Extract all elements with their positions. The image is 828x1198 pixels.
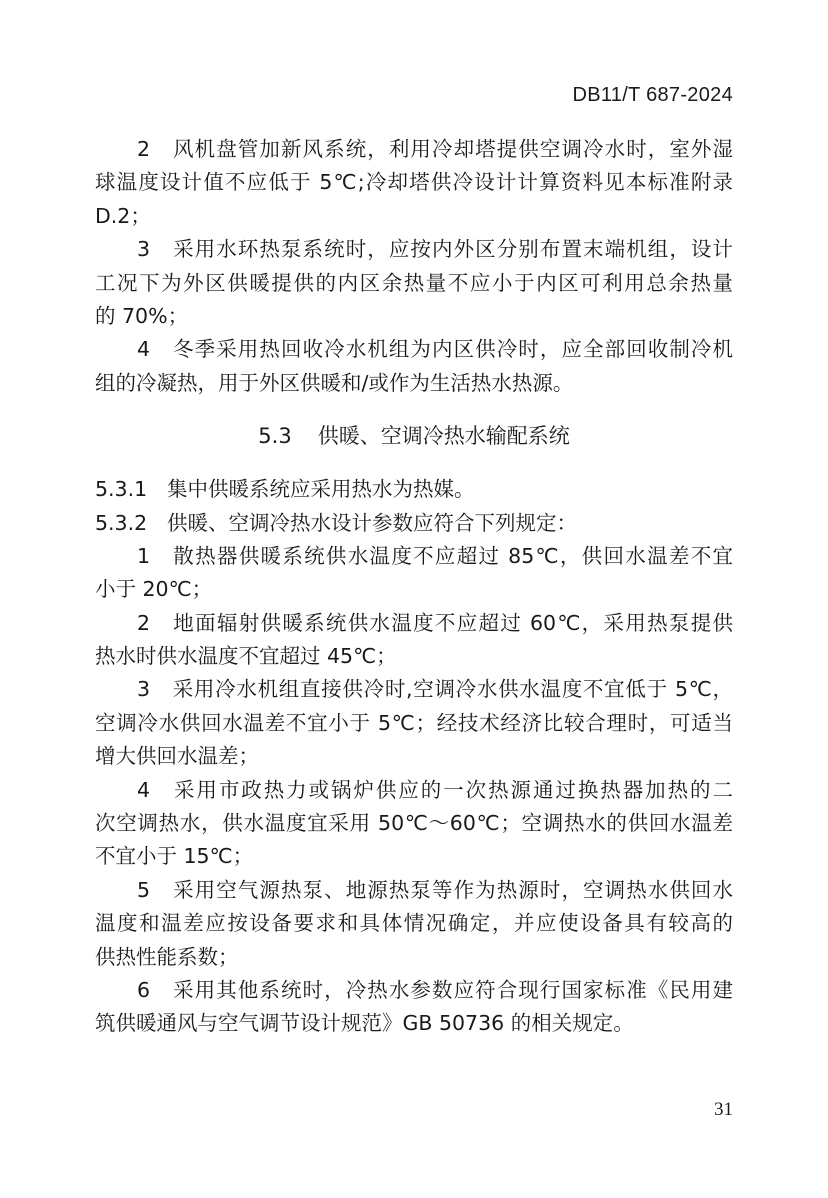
list-item [95,774,733,874]
line-text: 风机盘管加新风系统，利用冷却塔提供空调冷水时，室外湿 [172,137,733,161]
clause-number: 5.3.1 [95,477,148,502]
section-title: 供暖、空调冷热水输配系统 [317,424,570,449]
text-line [95,367,733,400]
line-text: 组的冷凝热，用于外区供暖和/或作为生活热水热源。 [95,370,574,395]
text-line [95,473,733,506]
line-text: 筑供暖通风与空气调节设计规范》GB 50736 的相关规定。 [95,1011,634,1036]
text-line [95,673,733,706]
line-text: 小于 20℃； [95,577,213,602]
item-number: 4 [137,337,151,362]
line-text: 采用空气源热泵、地源热泵等作为热源时，空调热水供回水 [172,877,733,902]
list-item [95,333,733,400]
list-item [95,133,733,233]
text-line [95,573,733,606]
line-text: 供热性能系数； [95,944,239,969]
line-text: 采用冷水机组直接供冷时,空调冷水供水温度不宜低于 5℃， [172,677,733,702]
text-line [95,507,733,540]
list-item [95,540,733,607]
line-text: 地面辐射供暖系统供水温度不应超过 60℃，采用热泵提供 [172,610,733,635]
text-line [95,774,733,807]
text-line [95,974,733,1007]
line-text: 次空调热水，供水温度宜采用 50℃～60℃；空调热水的供回水温差 [95,811,733,836]
text-line [95,540,733,573]
text-line [95,607,733,640]
text-line [95,200,733,233]
section-number: 5.3 [258,424,292,449]
text-line [95,840,733,873]
item-number: 6 [137,977,151,1002]
clause-paragraph [95,473,733,506]
text-line [95,1007,733,1040]
list-item [95,607,733,674]
line-text: 增大供回水温差； [95,744,259,769]
item-number: 1 [137,543,151,568]
list-item [95,673,733,773]
text-line [95,807,733,840]
text-line [95,133,733,166]
text-line [95,640,733,673]
page-number: 31 [714,1099,733,1120]
line-text: 热水时供水温度不宜超过 45℃； [95,644,397,669]
text-line [95,166,733,199]
item-number: 2 [137,610,151,635]
text-line [95,907,733,940]
item-number: 3 [137,237,151,262]
text-line [95,941,733,974]
list-item [95,874,733,974]
section-heading [95,416,733,456]
line-text: 采用水环热泵系统时，应按内外区分别布置末端机组，设计 [172,237,733,262]
line-text: 温度和温差应按设备要求和具体情况确定，并应使设备具有较高的 [95,911,733,936]
text-line [95,267,733,300]
list-item [95,974,733,1041]
document-body [95,133,733,1041]
line-text: 采用其他系统时，冷热水参数应符合现行国家标准《民用建 [172,977,733,1002]
line-text: 的 70%； [95,303,189,328]
item-number: 4 [137,777,151,802]
text-line [95,333,733,366]
line-text: 工况下为外区供暖提供的内区余热量不应小于内区可利用总余热量 [95,270,733,295]
line-text: 球温度设计值不应低于 5℃;冷却塔供冷设计计算资料见本标准附录 [95,170,733,195]
item-number: 5 [137,877,151,902]
list-item [95,233,733,333]
text-line [95,874,733,907]
line-text: 供暖、空调冷热水设计参数应符合下列规定： [167,510,577,535]
text-line [95,233,733,266]
line-text: D.2； [95,203,151,228]
line-text: 采用市政热力或锅炉供应的一次热源通过换热器加热的二 [172,777,733,802]
clause-paragraph [95,507,733,540]
item-number: 2 [137,137,151,161]
line-text: 集中供暖系统应采用热水为热媒。 [167,477,475,502]
line-text: 空调冷水供回水温差不宜小于 5℃；经技术经济比较合理时，可适当 [95,710,733,735]
line-text: 不宜小于 15℃； [95,844,254,869]
text-line [95,707,733,740]
standard-code-header: DB11/T 687-2024 [572,84,733,106]
line-text: 散热器供暖系统供水温度不应超过 85℃，供回水温差不宜 [172,543,733,568]
item-number: 3 [137,677,151,702]
text-line [95,740,733,773]
line-text: 冬季采用热回收冷水机组为内区供冷时，应全部回收制冷机 [172,337,733,362]
text-line [95,300,733,333]
clause-number: 5.3.2 [95,510,148,535]
